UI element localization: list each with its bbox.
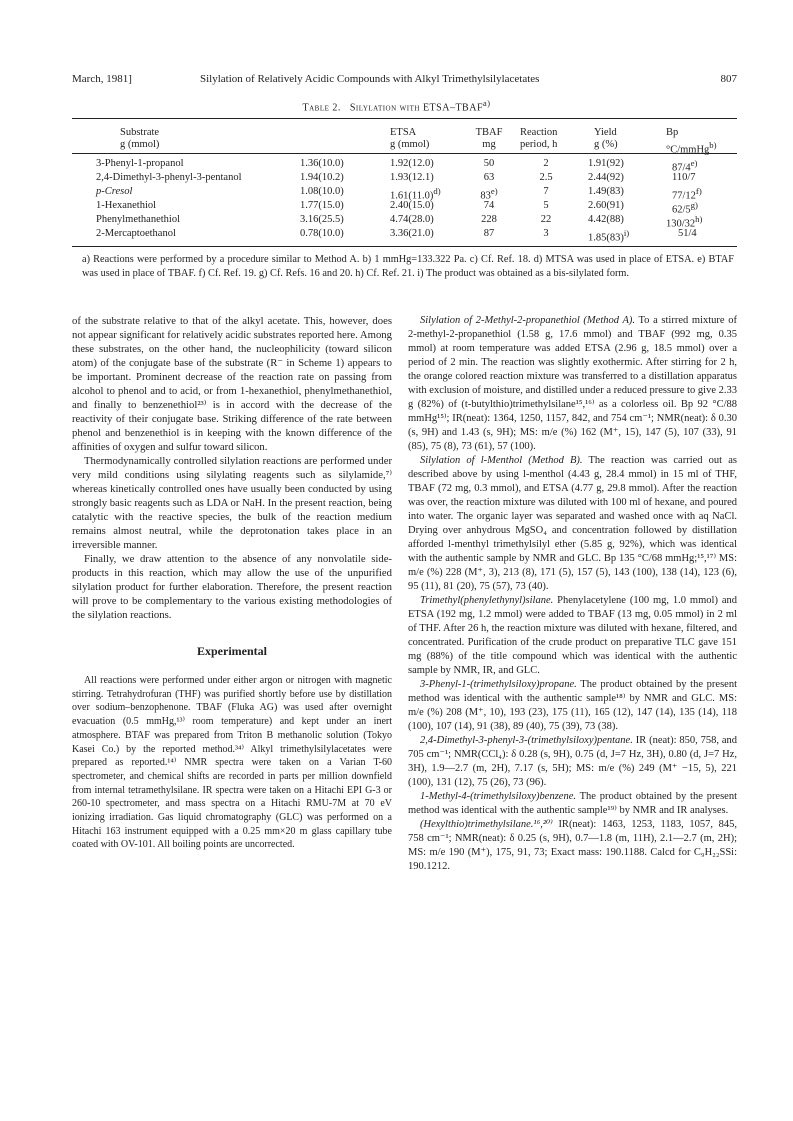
table-row [0,186,793,200]
cell-substrate-amount: 1.36(10.0) [300,158,344,169]
procedure-title: Trimethyl(phenylethynyl)silane. [420,595,554,606]
cell-substrate-name: 2,4-Dimethyl-3-phenyl-3-pentanol [96,172,242,183]
cell-bp: 62/5$^{g)}$ [672,200,698,216]
table-row [0,228,793,242]
procedure-hexylthio [408,818,737,874]
cell-substrate-name: 1-Hexanethiol [96,200,157,211]
procedure-body: IR (neat): 850, 758, and 705 cm⁻¹; NMR(CCl₄): δ 0.28 (s, 9H), 0.75 (d, J=7 Hz, 3H), 0.80 (d, J=7 Hz, 3H), 1.9—2.7 (m, 2H), 7.17 (s, 5H); MS: m/e (%) 249 (M⁺ −15, 5), 221 (100), 131 (12), 75 (26), 73 (96). [408,735,738,788]
procedure-title: (Hexylthio)trimethylsilane.¹⁶,²⁰⁾ [420,819,553,830]
procedure-methylbenzene [408,790,737,818]
paragraph: Finally, we draw attention to the absence of any nonvolatile side-products in this reaction, which may allow the use of the unpurified silylation product for further elaboration. Therefore, the present reaction will prove to be complementary to the various existing methodologies of the silylation reactions. [72,553,392,621]
table-row [0,200,793,214]
cell-etsa: 1.92(12.0) [390,158,434,169]
cell-substrate-amount: 1.77(15.0) [300,200,344,211]
procedure-phenylethynyl [408,594,737,678]
cell-substrate-amount: 1.94(10.2) [300,172,344,183]
cell-period: 2.5 [539,172,553,183]
cell-substrate-name: p-Cresol [96,186,133,197]
cell-yield: 2.60(91) [588,200,624,211]
header-page-number: 807 [720,73,737,85]
cell-tbaf: 63 [483,172,495,183]
procedure-title: Silylation of l-Menthol (Method B). [420,455,583,466]
table-row [0,214,793,228]
cell-etsa: 1.93(12.1) [390,172,434,183]
cell-period: 22 [540,214,552,225]
procedure-title: 3-Phenyl-1-(trimethylsiloxy)propane. [420,679,577,690]
cell-tbaf: 50 [483,158,495,169]
cell-substrate-name: 2-Mercaptoethanol [96,228,176,239]
table-header-rule [72,153,737,154]
table-footnotes: a) Reactions were performed by a procedure similar to Method A. b) 1 mmHg=133.322 Pa. c) Cf. Ref. 18. d) MTSA was used in place of ETSA. e) BTAF was used in place of TBAF. f) Cf. Ref. 19. g) Cf. Refs. 16 and 20. h) Cf. Ref. 21. i) The product was obtained as a bis-silylated form. [82,254,734,279]
procedure-body: The product obtained by the present method was identical with the authentic sample¹⁸⁾ by NMR and GLC. MS: m/e (%) 208 (M⁺, 10), 193 (23), 175 (11), 165 (12), 147 (14), 135 (14), 118 (100), 107 (14), 91 (38), 89 (40), 75 (39), 73 (38). [408,679,738,732]
cell-bp: 110/7 [672,172,696,183]
procedure-body: The product obtained by the present method was identical with the authentic sample¹⁹⁾ by NMR and IR analyses. [408,791,738,816]
cell-period: 5 [543,200,549,211]
cell-yield: 2.44(92) [588,172,624,183]
cell-bp: 51/4 [678,228,697,239]
table-top-rule [72,118,737,119]
procedure-phenylpropane [408,678,737,734]
cell-tbaf: 87 [483,228,495,239]
table-caption-title: Silylation with ETSA–TBAF [349,102,484,114]
table-bottom-rule [72,246,737,247]
th-substrate: Substrate g (mmol) [120,127,160,150]
table-row [0,158,793,172]
procedure-body: IR(neat): 1463, 1253, 1183, 1057, 845, 758 cm⁻¹; NMR(neat): δ 0.25 (s, 9H), 0.7—1.8 (m, 11H), 2.1—2.7 (m, 2H); MS: m/e 190 (M⁺), 175, 91, 73; Exact mass: 190.1188. Calcd for C₉H₂₂SSi: 190.1212. [408,819,737,872]
cell-yield: $1.85(83)^{i)}$ [588,228,630,244]
table-caption [0,99,793,113]
cell-substrate-name: 3-Phenyl-1-propanol [96,158,184,169]
cell-yield: 1.91(92) [588,158,624,169]
cell-substrate-amount: 3.16(25.5) [300,214,344,225]
cell-period: 2 [543,158,549,169]
cell-yield: 1.49(83) [588,186,624,197]
table-caption-label: Table 2. [302,102,341,114]
cell-etsa: 4.74(28.0) [390,214,434,225]
cell-etsa: 2.40(15.0) [390,200,434,211]
cell-substrate-amount: 0.78(10.0) [300,228,344,239]
procedure-title: 1-Methyl-4-(trimethylsiloxy)benzene. [420,791,576,802]
procedure-body: Phenylacetylene (100 mg, 1.0 mmol) and ETSA (192 mg, 1.2 mmol) were added to TBAF (13 mg, 0.05 mmol) in 2 ml of THF. After 26 h, the reaction mixture was diluted with hexane, filtered, and concentrated. Purification of the crude product on preparative TLC gave 151 mg (88%) of the title compound which was identical with the authentic sample by NMR, IR, and GLC. [408,595,737,676]
paragraph: All reactions were performed under either argon or nitrogen with magnetic stirring. Tetrahydrofuran (THF) was purified shortly before use by distillation over sodium–benzophenone. TBAF (Fluka AG) was used after overnight evacuation (0.5 mmHg,¹³⁾ room temperature) and kept under an inert atmosphere. BTAF was prepared from Triton B methanolic solution (Tokyo Kasei Co.) by the reported method.³⁴⁾ Alkyl trimethylsilylacetates were prepared as reported.¹⁴⁾ NMR spectra were taken on a Varian T-60 spectrometer, and chemical shifts are recorded in parts per million downfield from internal tetramethylsilane. IR spectra were taken on a Hitachi EPI G-3 or 260-10 spectrometer, and mass spectra on a Hitachi RMU-7M at 70 eV ionizing irradiation. Gas liquid chromatography (GLC) was performed on a Hitachi 163 instrument equipped with a 0.25 mm×20 m glass capillary tube coated with OV-101. All boiling points are uncorrected. [72,675,392,851]
cell-period: 7 [543,186,549,197]
cell-period: 3 [543,228,549,239]
header-date: March, 1981] [72,73,132,85]
procedure-title: Silylation of 2-Methyl-2-propanethiol (Method A). [420,315,636,326]
cell-yield: 4.42(88) [588,214,624,225]
procedure-method-a [408,314,737,454]
cell-tbaf: 228 [481,214,497,225]
cell-bp: 87/4$^{e)}$ [672,158,698,174]
procedure-title: 2,4-Dimethyl-3-phenyl-3-(trimethylsiloxy)pentane. [420,735,633,746]
th-bp: Bp °C/mmHg$^{b)}$ [666,127,717,156]
cell-bp: 130/32$^{h)}$ [666,214,703,230]
cell-tbaf: 83$^{e)}$ [480,186,498,202]
right-column [408,314,737,874]
cell-etsa: $1.61(11.0)^{d)}$ [390,186,441,202]
th-yield: Yield g (%) [594,127,618,150]
cell-tbaf: 74 [483,200,495,211]
section-heading: Experimental [197,644,267,658]
cell-substrate-name: Phenylmethanethiol [96,214,180,225]
table-row [0,172,793,186]
th-tbaf: TBAF mg [475,127,503,150]
cell-substrate-amount: 1.08(10.0) [300,186,344,197]
procedure-body: The reaction was carried out as described above by using l-menthol (4.43 g, 28.4 mmol) in 15 ml of THF, TBAF (72 mg, 0.3 mmol), and ETSA (4.77 g, 29.8 mmol). After the reaction was over, the reaction mixture was diluted with 100 ml of hexane, and poured into water. The organic layer was separated and washed once with aq NaCl. Drying over anhydrous MgSO₄ and concentration followed by distillation afforded l-menthyl trimethylsilyl ether (5.85 g, 92%), which was identical with the authentic sample by NMR and GLC. Bp 135 °C/68 mmHg;¹⁵,¹⁷⁾ MS: m/e (%) 228 (M⁺, 3), 213 (8), 171 (5), 157 (5), 143 (100), 138 (14), 123 (6), 95 (11), 81 (20), 75 (57), 73 (40). [408,455,737,592]
th-etsa: ETSA g (mmol) [390,127,430,150]
table-caption-sup: a) [483,99,491,108]
cell-bp: 77/12$^{f)}$ [672,186,702,202]
procedure-body: To a stirred mixture of 2-methyl-2-propanethiol (1.58 g, 17.6 mmol) and TBAF (992 mg, 0.35 mmol) at room temperature was added ETSA (2.96 g, 18.5 mmol) over a period of 2 min. The reaction was slightly exothermic. After stirring for 2 h, the orange colored reaction mixture was transferred to a distillation apparatus with exclusion of moisture, and distilled under a reduced pressure to give 2.33 g (82%) of (t-butylthio)trimethylsilane¹⁵,¹⁶⁾ as a colorless oil. Bp 92 °C/88 mmHg¹⁵⁾; IR(neat): 1364, 1250, 1157, 842, and 754 cm⁻¹; NMR(neat): δ 0.30 (s, 9H) and 1.43 (s, 9H); MS: m/e (%) 162 (M⁺, 15), 147 (5), 107 (33), 91 (85), 75 (8), 73 (61), 57 (100). [408,315,737,452]
left-column [72,314,392,852]
procedure-method-b [408,454,737,594]
paragraph: Thermodynamically controlled silylation reactions are performed under very mild conditions using silylating reagents such as silylamide,⁷⁾ whereas kinetically controlled ones have usually been conducted by using strongly basic reagents such as LDA or NaH. In the present reaction, being catalytic with the reactive species, the bulk of the reaction medium remains almost neutral, while the deprotonation takes place in an irreversible manner. [72,455,392,551]
header-title: Silylation of Relatively Acidic Compounds with Alkyl Trimethylsilylacetates [200,73,540,85]
cell-etsa: 3.36(21.0) [390,228,434,239]
th-reaction: Reaction period, h [520,127,558,150]
procedure-dimethylpentane [408,734,737,790]
paragraph: of the substrate relative to that of the alkyl acetate. This, however, does not appear significant for relatively acidic substrates reported here. Among these substrates, on the other hand, the nucleophilicity (toward silicon atom) of the conjugate base of the substrate (R⁻ in Scheme 1) appears to be important. Prominent decrease of the reaction rate on passing from alcohol to phenol and to acid, or from 1-hexanethiol, phenylmethanethiol, and finally to benzenethiol²³⁾ is in accord with the decrease of the reactivity of their conjugate base. Striking difference of the rate between phenol and benzenethiol is in keeping with the known difference of the affinities of oxygen and sulfur toward silicon. [72,315,392,453]
